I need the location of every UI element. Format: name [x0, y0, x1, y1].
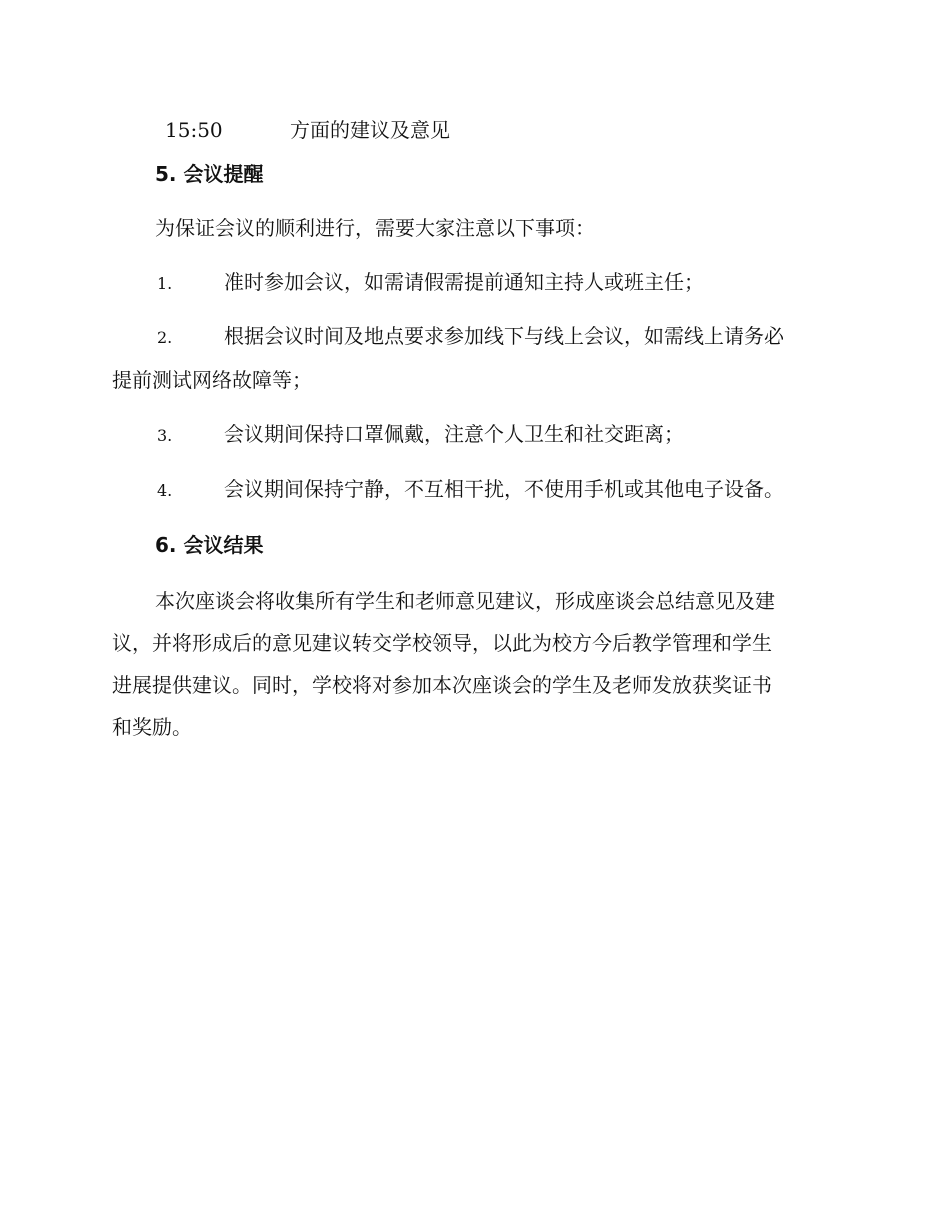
list-item-number: 1.: [157, 274, 173, 293]
section-heading-results: 6. 会议结果: [155, 533, 264, 557]
results-paragraph-line: 本次座谈会将收集所有学生和老师意见建议，形成座谈会总结意见及建: [155, 589, 775, 613]
list-item-text-continued: 提前测试网络故障等；: [112, 368, 312, 392]
results-paragraph-line: 议，并将形成后的意见建议转交学校领导，以此为校方今后教学管理和学生: [112, 631, 772, 655]
section-heading-reminder: 5. 会议提醒: [155, 162, 264, 186]
list-item-number: 3.: [157, 426, 173, 445]
schedule-time: 15:50: [165, 118, 223, 142]
results-paragraph-line: 进展提供建议。同时，学校将对参加本次座谈会的学生及老师发放获奖证书: [112, 673, 772, 697]
reminder-intro: 为保证会议的顺利进行，需要大家注意以下事项：: [155, 216, 595, 240]
results-paragraph-line: 和奖励。: [112, 715, 192, 739]
list-item-text: 会议期间保持宁静，不互相干扰，不使用手机或其他电子设备。: [224, 477, 784, 501]
list-item-number: 2.: [157, 328, 173, 347]
list-item-number: 4.: [157, 481, 173, 500]
list-item-text: 会议期间保持口罩佩戴，注意个人卫生和社交距离；: [224, 422, 684, 446]
list-item-text: 准时参加会议，如需请假需提前通知主持人或班主任；: [224, 270, 704, 294]
list-item-text: 根据会议时间及地点要求参加线下与线上会议，如需线上请务必: [224, 324, 784, 348]
schedule-description: 方面的建议及意见: [290, 118, 450, 142]
